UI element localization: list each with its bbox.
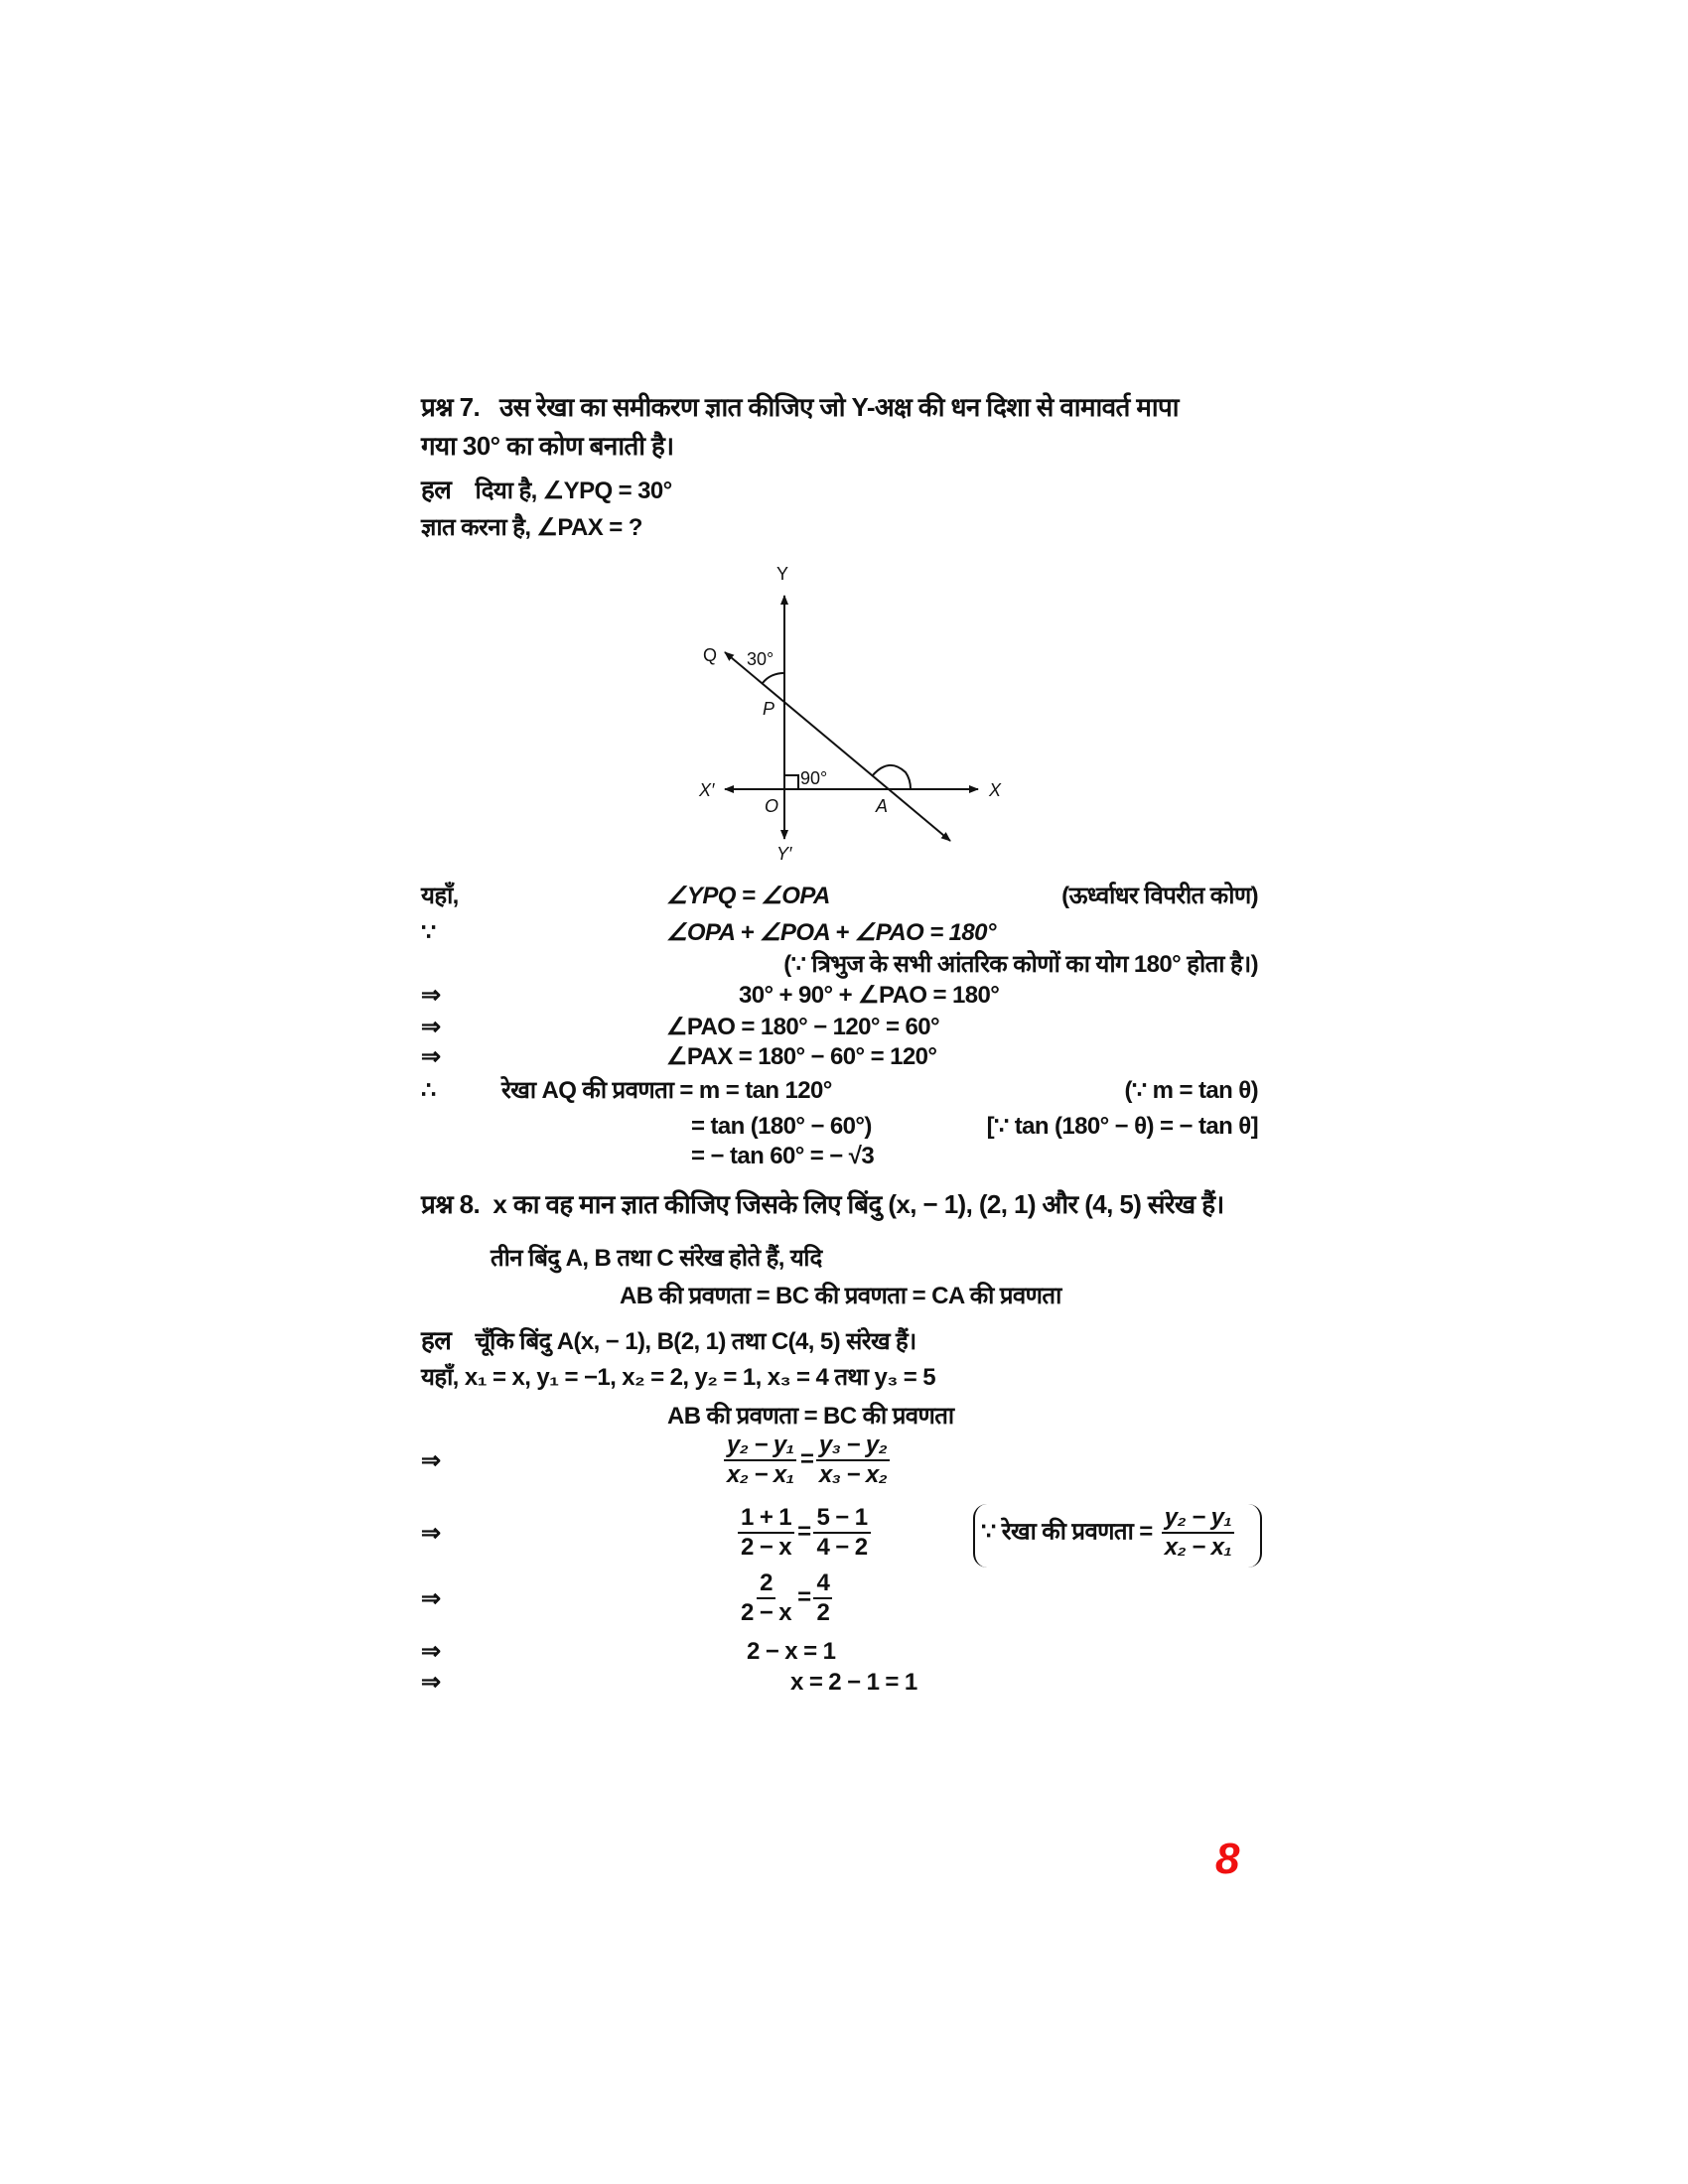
q8-note-line2: AB की प्रवणता = BC की प्रवणता = CA की प्रवणता bbox=[620, 1283, 1061, 1309]
fraction bbox=[1162, 1504, 1234, 1562]
q8-solution-line2: यहाँ, x₁ = x, y₁ = −1, x₂ = 2, y₂ = 1, x₃ = 4 तथा y₃ = 5 bbox=[421, 1364, 935, 1391]
step-expr: ∠OPA + ∠POA + ∠PAO = 180° bbox=[666, 919, 996, 946]
angle-30-arc bbox=[763, 673, 784, 683]
numerator: 4 bbox=[813, 1570, 832, 1599]
q7-question-line1 bbox=[421, 392, 1179, 422]
implies-symbol: ⇒ bbox=[421, 1520, 441, 1547]
step-expr: ∠PAO = 180° − 120° = 60° bbox=[666, 1014, 939, 1040]
label-o: O bbox=[765, 796, 779, 816]
step-reason: (∵ त्रिभुज के सभी आंतरिक कोणों का योग 180° होता है।) bbox=[783, 951, 1258, 978]
label-y-prime: Y′ bbox=[776, 844, 792, 864]
implies-symbol: ⇒ bbox=[421, 1669, 441, 1696]
fraction bbox=[816, 1432, 890, 1489]
fraction bbox=[738, 1504, 794, 1562]
step-expr: = − tan 60° = − √3 bbox=[691, 1143, 875, 1169]
slope-formula-reason bbox=[981, 1504, 1237, 1562]
solution-label: हल bbox=[421, 1325, 452, 1355]
implies-symbol: ⇒ bbox=[421, 1447, 441, 1474]
fraction bbox=[738, 1570, 794, 1627]
label-p: P bbox=[763, 699, 775, 719]
denominator: 2 − x bbox=[741, 1599, 792, 1626]
fraction bbox=[724, 1432, 796, 1489]
step-lead: ∵ bbox=[421, 919, 436, 946]
geometry-diagram bbox=[675, 566, 1013, 864]
step-lead: ⇒ bbox=[421, 1014, 441, 1040]
step-expr: ∠PAX = 180° − 60° = 120° bbox=[666, 1043, 937, 1070]
q8-solution-line3: AB की प्रवणता = BC की प्रवणता bbox=[667, 1403, 954, 1430]
right-angle-mark bbox=[784, 775, 798, 789]
label-90-deg: 90° bbox=[800, 768, 828, 788]
implies-symbol: ⇒ bbox=[421, 1638, 441, 1665]
numerator: y₂ − y₁ bbox=[724, 1432, 796, 1461]
slope-equation-3 bbox=[735, 1570, 835, 1627]
slope-equation-1 bbox=[721, 1432, 893, 1489]
equation-4: 2 − x = 1 bbox=[747, 1638, 836, 1665]
q7-question-text: उस रेखा का समीकरण ज्ञात कीजिए जो Y-अक्ष की धन दिशा से वामावर्त मापा bbox=[498, 392, 1179, 422]
step-lead: ⇒ bbox=[421, 1043, 441, 1070]
denominator: x₃ − x₂ bbox=[818, 1461, 888, 1488]
reason-text: ∵ रेखा की प्रवणता = bbox=[981, 1518, 1153, 1546]
step-reason: (∵ m = tan θ) bbox=[1124, 1077, 1258, 1104]
solution-label: हल bbox=[421, 475, 452, 504]
q8-label: प्रश्न 8. bbox=[421, 1189, 481, 1219]
slope-equation-2 bbox=[735, 1504, 874, 1562]
q7-question-line2: गया 30° का कोण बनाती है। bbox=[421, 431, 674, 461]
angle-pax-arc bbox=[872, 765, 911, 789]
denominator: 4 − 2 bbox=[816, 1534, 868, 1561]
page-number: 8 bbox=[1215, 1835, 1240, 1883]
label-y: Y bbox=[776, 566, 789, 584]
label-x-prime: X′ bbox=[699, 780, 715, 800]
numerator: y₃ − y₂ bbox=[816, 1432, 890, 1461]
q7-find: ज्ञात करना है, ∠PAX = ? bbox=[421, 514, 642, 541]
q7-given bbox=[421, 475, 672, 506]
line-aq bbox=[725, 652, 950, 841]
step-reason: (ऊर्ध्वाधर विपरीत कोण) bbox=[1061, 883, 1258, 909]
denominator: 2 bbox=[816, 1599, 830, 1626]
label-30-deg: 30° bbox=[747, 649, 774, 669]
label-x: X bbox=[989, 780, 1002, 800]
label-q: Q bbox=[703, 645, 718, 665]
implies-symbol: ⇒ bbox=[421, 1585, 441, 1612]
equals: = bbox=[799, 1445, 813, 1473]
step-reason: [∵ tan (180° − θ) = − tan θ] bbox=[986, 1113, 1258, 1140]
step-lead: यहाँ, bbox=[421, 883, 459, 909]
step-lead: ∴ bbox=[421, 1077, 436, 1104]
denominator: 2 − x bbox=[741, 1534, 792, 1561]
numerator: 1 + 1 bbox=[738, 1504, 794, 1534]
numerator: 5 − 1 bbox=[813, 1504, 870, 1534]
q7-label: प्रश्न 7. bbox=[421, 392, 481, 422]
q8-note-line1: तीन बिंदु A, B तथा C संरेख होते हैं, यदि bbox=[491, 1245, 822, 1272]
step-expr: 30° + 90° + ∠PAO = 180° bbox=[739, 982, 1000, 1009]
solution-text: चूँकि बिंदु A(x, − 1), B(2, 1) तथा C(4, 5) संरेख हैं। bbox=[475, 1328, 916, 1355]
denominator: x₂ − x₁ bbox=[727, 1461, 794, 1488]
step-lead: ⇒ bbox=[421, 982, 441, 1009]
equals: = bbox=[797, 1518, 811, 1546]
label-a: A bbox=[876, 796, 889, 816]
equation-5: x = 2 − 1 = 1 bbox=[790, 1669, 917, 1696]
step-expr: ∠YPQ = ∠OPA bbox=[666, 883, 830, 909]
numerator: 2 bbox=[757, 1570, 775, 1599]
equals: = bbox=[797, 1583, 811, 1611]
numerator: y₂ − y₁ bbox=[1162, 1504, 1234, 1534]
given-text: दिया है, ∠YPQ = 30° bbox=[475, 478, 672, 504]
fraction bbox=[813, 1570, 832, 1627]
q8-solution-line1 bbox=[421, 1325, 916, 1357]
denominator: x₂ − x₁ bbox=[1164, 1534, 1232, 1561]
step-expr: रेखा AQ की प्रवणता = m = tan 120° bbox=[501, 1077, 832, 1104]
step-expr: = tan (180° − 60°) bbox=[691, 1113, 872, 1140]
q8-question-text: x का वह मान ज्ञात कीजिए जिसके लिए बिंदु (x, − 1), (2, 1) और (4, 5) संरेख हैं। bbox=[492, 1189, 1224, 1219]
q8-question bbox=[421, 1189, 1224, 1219]
fraction bbox=[813, 1504, 870, 1562]
